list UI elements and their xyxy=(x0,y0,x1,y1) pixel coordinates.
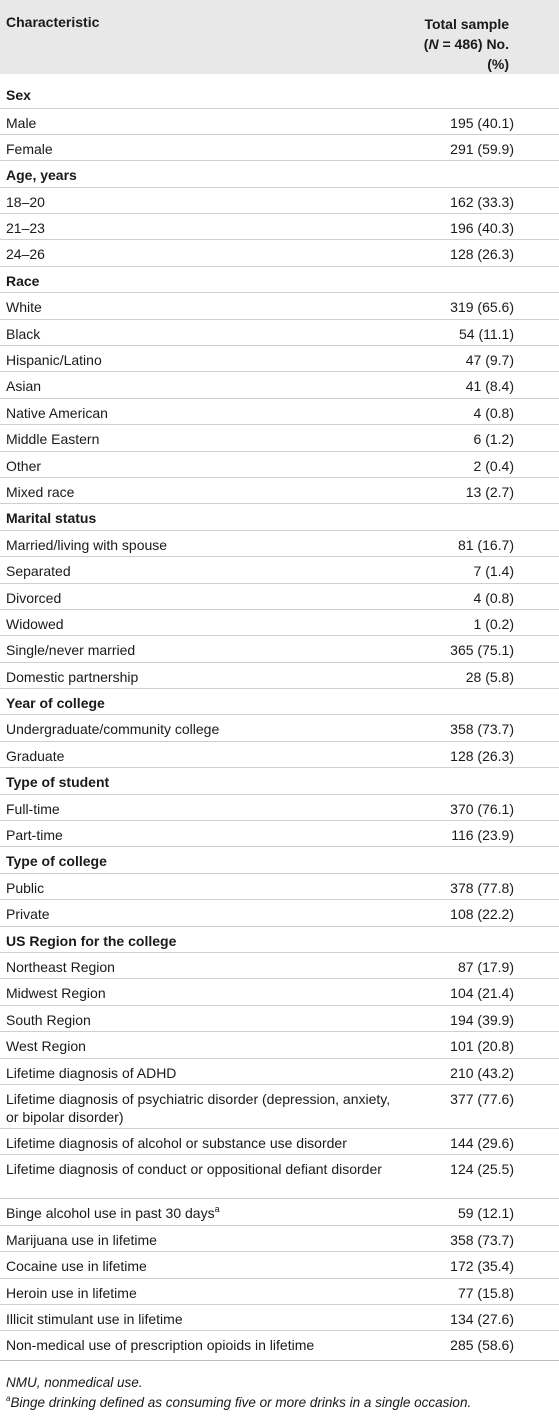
row-label xyxy=(0,557,400,583)
row-value: 358 (73.7) xyxy=(400,715,559,741)
row-value: 59 (12.1) xyxy=(400,1199,559,1225)
row-value: 28 (5.8) xyxy=(400,662,559,688)
table-row xyxy=(0,715,559,741)
row-label xyxy=(0,1278,400,1304)
table-row xyxy=(0,873,559,899)
section-heading xyxy=(0,847,400,873)
row-label-text: Part-time xyxy=(6,827,63,844)
row-label xyxy=(0,293,400,319)
row-label-text: Married/living with spouse xyxy=(6,536,168,553)
table-row xyxy=(0,821,559,847)
table-row xyxy=(0,425,559,451)
row-value: 1 (0.2) xyxy=(400,609,559,635)
row-value: 6 (1.2) xyxy=(400,425,559,451)
table-row xyxy=(0,214,559,240)
section-row xyxy=(0,768,559,794)
row-value: 144 (29.6) xyxy=(400,1128,559,1154)
row-label-text: Domestic partnership xyxy=(6,668,139,685)
row-value: 128 (26.3) xyxy=(400,741,559,767)
table-row xyxy=(0,1199,559,1225)
row-value xyxy=(400,847,559,873)
row-label xyxy=(0,1128,400,1154)
row-label-text: Undergraduate/community college xyxy=(6,721,220,738)
row-label-text: Private xyxy=(6,906,50,923)
row-label xyxy=(0,108,400,134)
row-label xyxy=(0,953,400,979)
section-row xyxy=(0,161,559,187)
table-row xyxy=(0,1252,559,1278)
row-label-text: Sex xyxy=(6,87,31,103)
row-label xyxy=(0,1058,400,1084)
row-label-text: Northeast Region xyxy=(6,959,115,975)
row-value: 291 (59.9) xyxy=(400,134,559,160)
row-value xyxy=(400,504,559,530)
table-row xyxy=(0,451,559,477)
footnote-marker: a xyxy=(6,1393,11,1403)
table-row xyxy=(0,1278,559,1304)
row-value: 358 (73.7) xyxy=(400,1225,559,1251)
section-row xyxy=(0,926,559,952)
row-value: 87 (17.9) xyxy=(400,953,559,979)
row-label-text: Mixed race xyxy=(6,483,75,500)
row-value: 162 (33.3) xyxy=(400,187,559,213)
row-value: 108 (22.2) xyxy=(400,900,559,926)
row-value xyxy=(400,161,559,187)
row-label-text: Female xyxy=(6,140,53,157)
row-value: 196 (40.3) xyxy=(400,214,559,240)
row-label xyxy=(0,214,400,240)
row-label xyxy=(0,319,400,345)
row-value: 116 (23.9) xyxy=(400,821,559,847)
row-label-text: Midwest Region xyxy=(6,985,106,1002)
table-row xyxy=(0,293,559,319)
table-row xyxy=(0,662,559,688)
row-value: 378 (77.8) xyxy=(400,873,559,899)
row-label xyxy=(0,979,400,1005)
section-heading xyxy=(0,74,400,108)
footnote-binge xyxy=(6,1393,559,1413)
row-value xyxy=(400,266,559,292)
table-row xyxy=(0,794,559,820)
row-value: 4 (0.8) xyxy=(400,398,559,424)
row-value: 2 (0.4) xyxy=(400,451,559,477)
table-row xyxy=(0,477,559,503)
row-label-text: Marital status xyxy=(6,510,97,527)
header-total-sample xyxy=(400,0,559,74)
row-label xyxy=(0,187,400,213)
section-heading xyxy=(0,926,400,952)
row-label xyxy=(0,451,400,477)
header-row xyxy=(0,0,559,74)
table-row xyxy=(0,346,559,372)
row-label-text: 21–23 xyxy=(6,220,45,237)
row-value: 101 (20.8) xyxy=(400,1032,559,1058)
row-label-text: Lifetime diagnosis of conduct or oppositional defiant disorder xyxy=(6,1161,382,1178)
row-label-text: Male xyxy=(6,114,37,131)
row-value: 365 (75.1) xyxy=(400,636,559,662)
row-label xyxy=(0,794,400,820)
row-value: 54 (11.1) xyxy=(400,319,559,345)
row-value xyxy=(400,926,559,952)
row-value: 41 (8.4) xyxy=(400,372,559,398)
row-label xyxy=(0,821,400,847)
header-n-value: = 486) No. (%) xyxy=(438,36,509,72)
section-row xyxy=(0,266,559,292)
table-row xyxy=(0,557,559,583)
row-label-text: White xyxy=(6,299,42,316)
row-label-text: Black xyxy=(6,325,41,342)
row-label xyxy=(0,372,400,398)
row-label xyxy=(0,1084,400,1128)
table-row xyxy=(0,1058,559,1084)
row-label xyxy=(0,346,400,372)
row-label xyxy=(0,134,400,160)
table-row xyxy=(0,1005,559,1031)
row-label-text: Widowed xyxy=(6,615,64,632)
row-label-text: Binge alcohol use in past 30 days xyxy=(6,1205,215,1222)
row-label-text: US Region for the college xyxy=(6,932,177,949)
row-label xyxy=(0,715,400,741)
table-row xyxy=(0,609,559,635)
row-label-text: West Region xyxy=(6,1038,86,1055)
row-value xyxy=(400,768,559,794)
row-value: 319 (65.6) xyxy=(400,293,559,319)
row-value: 370 (76.1) xyxy=(400,794,559,820)
section-row xyxy=(0,847,559,873)
section-row xyxy=(0,74,559,108)
row-value: 377 (77.6) xyxy=(400,1084,559,1128)
row-label-text: Non-medical use of prescription opioids in lifetime xyxy=(6,1337,315,1354)
table-header xyxy=(0,0,559,74)
row-label xyxy=(0,425,400,451)
row-label xyxy=(0,530,400,556)
table-row xyxy=(0,1331,559,1357)
row-label-text: Public xyxy=(6,879,45,896)
row-label-text: 24–26 xyxy=(6,246,45,263)
table-row xyxy=(0,240,559,266)
table-row xyxy=(0,108,559,134)
table-row xyxy=(0,1032,559,1058)
row-label xyxy=(0,477,400,503)
table-row xyxy=(0,398,559,424)
table-row xyxy=(0,1084,559,1128)
row-label-text: Lifetime diagnosis of ADHD xyxy=(6,1064,177,1081)
row-label-text: Cocaine use in lifetime xyxy=(6,1258,147,1275)
row-label xyxy=(0,1331,400,1357)
table-row xyxy=(0,741,559,767)
row-label xyxy=(0,609,400,635)
row-value: 13 (2.7) xyxy=(400,477,559,503)
row-label xyxy=(0,636,400,662)
row-value: 134 (27.6) xyxy=(400,1304,559,1330)
section-heading xyxy=(0,266,400,292)
header-total-sample-line1: Total sample xyxy=(424,16,509,32)
header-n-symbol: N xyxy=(428,36,439,52)
header-characteristic: Characteristic xyxy=(6,14,100,30)
row-value: 195 (40.1) xyxy=(400,108,559,134)
row-label xyxy=(0,1252,400,1278)
table-row xyxy=(0,187,559,213)
row-label-text: Marijuana use in lifetime xyxy=(6,1231,157,1248)
row-label-text: Lifetime diagnosis of alcohol or substance use disorder xyxy=(6,1134,347,1151)
row-value: 172 (35.4) xyxy=(400,1252,559,1278)
row-label xyxy=(0,1225,400,1251)
row-label-text: Year of college xyxy=(6,695,105,712)
table-row xyxy=(0,979,559,1005)
row-label-text: Other xyxy=(6,457,42,474)
row-label-text: Age, years xyxy=(6,167,77,184)
row-value: 4 (0.8) xyxy=(400,583,559,609)
row-value: 77 (15.8) xyxy=(400,1278,559,1304)
row-label xyxy=(0,662,400,688)
section-row xyxy=(0,689,559,715)
row-value: 47 (9.7) xyxy=(400,346,559,372)
section-heading xyxy=(0,504,400,530)
table-row xyxy=(0,319,559,345)
row-value: 285 (58.6) xyxy=(400,1331,559,1357)
row-value xyxy=(400,74,559,108)
row-label-text: Native American xyxy=(6,404,108,421)
row-value xyxy=(400,689,559,715)
row-value: 7 (1.4) xyxy=(400,557,559,583)
table-row xyxy=(0,900,559,926)
row-label xyxy=(0,1304,400,1330)
row-label-text: Race xyxy=(6,272,40,289)
table-row xyxy=(0,530,559,556)
row-value: 104 (21.4) xyxy=(400,979,559,1005)
table-row xyxy=(0,1155,559,1199)
row-label-text: Heroin use in lifetime xyxy=(6,1284,137,1301)
row-label-text: Type of college xyxy=(6,853,107,870)
section-row xyxy=(0,504,559,530)
row-label xyxy=(0,1155,400,1199)
row-label-text: Middle Eastern xyxy=(6,431,100,448)
row-value: 210 (43.2) xyxy=(400,1058,559,1084)
footnote-ref: a xyxy=(214,1203,220,1214)
header-total-sample-line2: (N = 486) No. (%) xyxy=(423,36,509,72)
section-heading xyxy=(0,161,400,187)
row-value: 194 (39.9) xyxy=(400,1005,559,1031)
table-row xyxy=(0,372,559,398)
section-heading xyxy=(0,768,400,794)
table-row xyxy=(0,134,559,160)
table-row xyxy=(0,1225,559,1251)
footnote-abbreviation: NMU, nonmedical use. xyxy=(6,1375,143,1391)
row-label xyxy=(0,240,400,266)
row-label-text: Illicit stimulant use in lifetime xyxy=(6,1310,183,1327)
row-label-text: Full-time xyxy=(6,800,60,817)
row-label-text: Single/never married xyxy=(6,642,136,659)
row-label-text: Separated xyxy=(6,563,71,580)
table-footnotes xyxy=(0,1360,559,1413)
row-label xyxy=(0,741,400,767)
row-label xyxy=(0,900,400,926)
table-row xyxy=(0,1128,559,1154)
row-label xyxy=(0,1199,400,1225)
row-label-text: Graduate xyxy=(6,747,65,764)
row-label-text: Lifetime diagnosis of psychiatric disorder (depression, anxiety, or bipolar disorder) xyxy=(6,1090,391,1125)
row-label xyxy=(0,583,400,609)
row-label-text: 18–20 xyxy=(6,193,45,210)
row-label xyxy=(0,1005,400,1031)
row-value: 81 (16.7) xyxy=(400,530,559,556)
row-label-text: South Region xyxy=(6,1011,91,1028)
row-value: 128 (26.3) xyxy=(400,240,559,266)
row-label xyxy=(0,1032,400,1058)
row-label xyxy=(0,873,400,899)
table-body xyxy=(0,74,559,1357)
row-label-text: Hispanic/Latino xyxy=(6,352,102,369)
row-label-text: Asian xyxy=(6,378,42,395)
footnote-binge-text: Binge drinking defined as consuming five or more drinks in a single occasion. xyxy=(10,1395,472,1411)
table-row xyxy=(0,953,559,979)
row-value: 124 (25.5) xyxy=(400,1155,559,1199)
table-row xyxy=(0,636,559,662)
row-label-text: Divorced xyxy=(6,589,62,606)
table-row xyxy=(0,583,559,609)
table-row xyxy=(0,1304,559,1330)
section-heading xyxy=(0,689,400,715)
row-label-text: Type of student xyxy=(6,774,110,791)
row-label xyxy=(0,398,400,424)
